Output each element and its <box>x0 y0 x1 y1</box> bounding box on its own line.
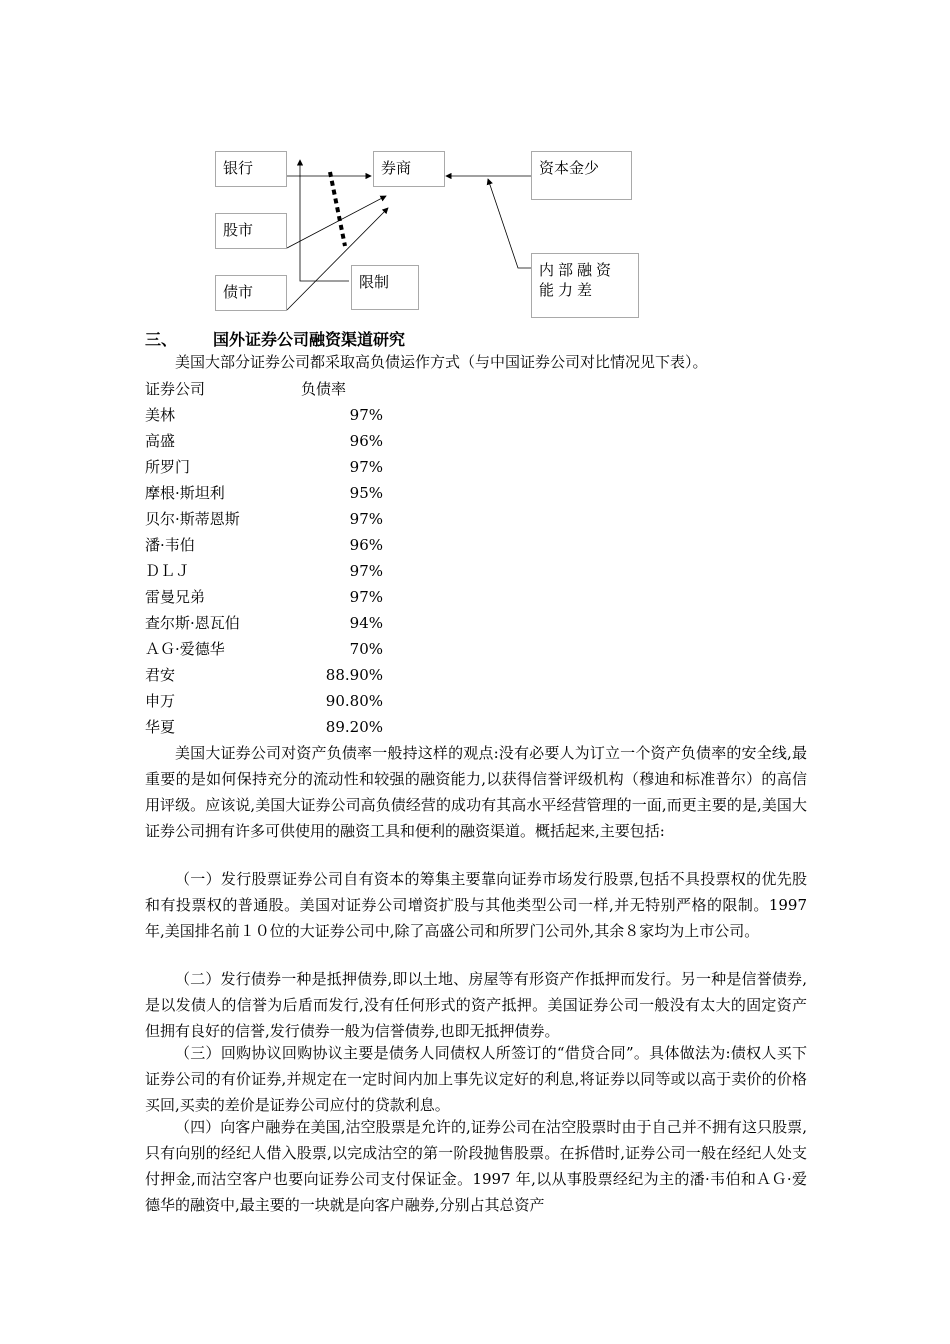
dotted-barrier <box>330 172 345 246</box>
company-name: 华夏 <box>145 718 176 736</box>
table-row <box>145 688 405 714</box>
table-row <box>145 402 405 428</box>
table-row <box>145 558 405 584</box>
company-name: ＤＬＪ <box>145 562 191 580</box>
company-name: 所罗门 <box>145 458 191 476</box>
header-company: 证券公司 <box>145 380 206 398</box>
debt-ratio: 88.90% <box>325 666 383 684</box>
company-name: 潘·韦伯 <box>145 536 195 554</box>
bank-box: 银行 <box>215 151 287 187</box>
company-name: 美林 <box>145 406 176 424</box>
body-paragraph-repurchase: （三）回购协议回购协议主要是债务人同债权人所签订的“借贷合同”。具体做法为:债权人买下证券公司的有价证券,并规定在一定时间内加上事先议定好的利息,将证券以同等或以高于卖价的价格买回,买卖的差价是证券公司应付的贷款利息。 <box>145 1044 807 1114</box>
company-name: 雷曼兄弟 <box>145 588 206 606</box>
body-paragraph-overview: 美国大证券公司对资产负债率一般持这样的观点:没有必要人为订立一个资产负债率的安全线,最重要的是如何保持充分的流动性和较强的融资能力,以获得信誉评级机构（穆迪和标准普尔）的高信用评级。应该说,美国大证券公司高负债经营的成功有其高水平经营管理的一面,而更主要的是,美国大证券公司拥有许多可供使用的融资工具和便利的融资渠道。概括起来,主要包括: <box>145 744 807 840</box>
intro-paragraph: 美国大部分证券公司都采取高负债运作方式（与中国证券公司对比情况见下表）。 <box>175 353 708 371</box>
broker-box: 券商 <box>373 151 445 187</box>
debt-ratio: 89.20% <box>325 718 383 736</box>
table-row <box>145 532 405 558</box>
debt-ratio: 94% <box>349 614 383 632</box>
section-title: 国外证券公司融资渠道研究 <box>213 330 406 349</box>
table-header-row <box>145 376 405 402</box>
debt-ratio: 97% <box>349 588 383 606</box>
table-row <box>145 636 405 662</box>
section-heading <box>145 327 405 350</box>
body-paragraph-stock-issuance: （一）发行股票证券公司自有资本的筹集主要靠向证券市场发行股票,包括不具投票权的优先股和有投票权的普通股。美国对证券公司增资扩股与其他类型公司一样,并无特别严格的限制。1997 年,美国排名前１０位的大证券公司中,除了高盛公司和所罗门公司外,其余８家均为上市公司。 <box>145 870 807 940</box>
weak-internal-financing-box: 内部融资能力差 <box>531 253 639 318</box>
debt-ratio: 97% <box>349 510 383 528</box>
financing-constraint-diagram <box>0 0 950 330</box>
debt-ratio: 96% <box>349 536 383 554</box>
company-name: 申万 <box>145 692 176 710</box>
table-row <box>145 662 405 688</box>
limit-box: 限制 <box>351 265 419 310</box>
table-row <box>145 610 405 636</box>
table-row <box>145 454 405 480</box>
diagram-connectors <box>0 0 950 330</box>
table-row <box>145 506 405 532</box>
arrow-stock-to-broker <box>287 196 386 248</box>
debt-ratio: 97% <box>349 562 383 580</box>
company-name: 贝尔·斯蒂恩斯 <box>145 510 240 528</box>
table-row <box>145 428 405 454</box>
debt-ratio: 70% <box>349 640 383 658</box>
body-paragraph-securities-lending: （四）向客户融券在美国,沽空股票是允许的,证券公司在沽空股票时由于自己并不拥有这只股票,只有向别的经纪人借入股票,以完成沽空的第一阶段抛售股票。在拆借时,证券公司一般在经纪人处支付押金,而沽空客户也要向证券公司支付保证金。1997 年,以从事股票经纪为主的潘·韦伯和ＡＧ·爱德华的融资中,最主要的一块就是向客户融券,分别占其总资产 <box>145 1118 807 1214</box>
table-row <box>145 714 405 740</box>
stock-market-box: 股市 <box>215 213 287 249</box>
company-name: 君安 <box>145 666 176 684</box>
arrow-internal-to-broker <box>488 179 531 268</box>
section-number: 三、 <box>145 330 178 349</box>
company-name: ＡＧ·爱德华 <box>145 640 225 658</box>
company-name: 摩根·斯坦利 <box>145 484 225 502</box>
company-name: 查尔斯·恩瓦伯 <box>145 614 240 632</box>
small-capital-box: 资本金少 <box>531 151 632 200</box>
debt-ratio: 90.80% <box>325 692 383 710</box>
debt-ratio: 96% <box>349 432 383 450</box>
table-row <box>145 480 405 506</box>
body-paragraph-bond-issuance: （二）发行债券一种是抵押债券,即以土地、房屋等有形资产作抵押而发行。另一种是信誉债券,是以发债人的信誉为后盾而发行,没有任何形式的资产抵押。美国证券公司一般没有太大的固定资产但拥有良好的信誉,发行债券一般为信誉债券,也即无抵押债券。 <box>145 970 807 1040</box>
debt-ratio: 95% <box>349 484 383 502</box>
debt-ratio: 97% <box>349 458 383 476</box>
debt-ratio-table <box>145 376 405 740</box>
bond-market-box: 债市 <box>215 275 287 311</box>
header-debt-ratio: 负债率 <box>301 380 347 398</box>
company-name: 高盛 <box>145 432 176 450</box>
table-row <box>145 584 405 610</box>
debt-ratio: 97% <box>349 406 383 424</box>
